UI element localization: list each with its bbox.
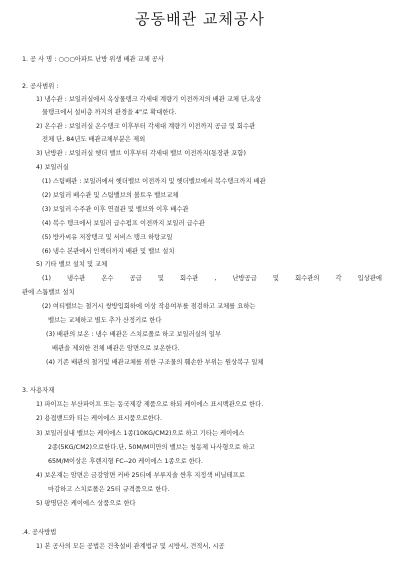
scope-cold-water-line-cont: 물탱크에서 설비층 까지의 관경을 4"로 확대한다. [42,109,177,116]
boiler-item-2: (2) 보일러 배수관 및 스팀밸브의 볼트우 밸브교체 [42,192,179,199]
material-item-4: 4) 보온재는 암면은 금강암면 커바 25티에 부루지솔 싼후 지정색 비닐테프로 [36,472,245,479]
section-3-heading: 3. 사용자재 [22,387,55,394]
scope-heating-line: 3) 난방관 : 보일러실 헷더 밸브 이후부터 각세대 밸브 이전까지(통장관 포함) [36,150,246,157]
material-item-1: 1) 파이프는 부산파이프 또는 동국제강 제품으로 하되 케이에스 표시백관으로 한다. [36,401,264,408]
document-title: 공동배관 교체공사 [135,10,265,28]
valve-item-2: (2) 여티밸브는 철거시 쌍방입회하에 이상 작용여부를 점검하고 교체를 요하는 [42,303,256,310]
valve-item-3: (3) 배관의 보온 : 냉수 배관은 스치로폴로 하고 보일러실의 일부 [46,331,222,338]
scope-hot-water-line: 2) 온수관 : 보일러실 온수탱크 이후부터 각세대 계량기 이전까지 공급 및 회수관 [36,123,256,130]
valve-item-1: (1) 냉수관 온수 공급 및 회수관 , 난방공급 및 회수관의 각 입상관에 [42,275,382,282]
boiler-item-3: (3) 보일러 수주관 이후 연결관 및 밸브와 이후 배수관 [42,206,189,213]
project-name-line: 1. 공 사 명 : ○○○아파트 난방 위생 배관 교체 공사 [22,56,164,63]
valve-heading: 5) 기타 밸브 설치 및 교체 [36,261,108,268]
material-item-5: 5) 팡명단은 케이에스 상품으로 한다 [36,500,136,507]
valve-item-2-cont: 밸브는 교체하고 별도 추가 산정키로 한다 [48,317,162,324]
material-item-3: 3) 보일러실내 밸브는 케이에스 1종(10KG/CM2)으로 하고 기타는 케이에스 [36,430,245,437]
material-item-4-cont: 마감하고 스치로폴은 25티 규격품으로 한다. [48,486,170,493]
valve-item-3-cont: 배관을 제외한 전체 배관은 암면으로 보온한다. [52,345,180,352]
material-item-3-cont-b: 65M/M이상은 후렌지형 FC--20 케이에스 1종으로 한다. [48,458,203,465]
valve-item-1-cont: 관에 스톱밸브 설치 [22,289,75,296]
scope-cold-water-line: 1) 냉수관 : 보일러실에서 옥상물탱크 각세대 계량기 이전까지의 배관 교체 단,옥상 [36,96,262,103]
material-item-2: 2) 용접밴드와 티는 케이에스 표시품으로한다. [36,415,162,422]
boiler-item-5: (5) 방카씨유 저장탱크 및 서비스 탱크 하탕코일 [42,234,173,241]
valve-item-4: (4) 기존 배관의 철거및 배관교체를 위한 구조물의 훼손한 부위는 원상복구 일체 [46,359,264,366]
material-item-3-cont-a: 2종(5KG/CM2)으로한다.단, 50M/M미만의 밸브는 청동제 나사형으로 하고 [48,444,255,451]
section-4-heading: .4. 공사방법 [22,529,57,536]
boiler-item-4: (4) 복수 탱크에서 보일러 급수펌프 이전까지 보일러 급수관 [42,220,205,227]
section-2-heading: 2. 공사범위 : [22,83,59,90]
boiler-room-heading: 4) 보일러실 [36,164,69,171]
method-item-1: 1) 본 공사의 모든 공법은 건축설비 관계법규 및 시방서, 견적서, 시공 [36,543,225,550]
boiler-item-6: (6) 냉수 본관에서 인젝터까지 배관 및 밸브 설치 [42,248,175,255]
scope-hot-water-line-cont: 전체 단, 84년도 배관교체부분은 제외 [42,136,146,143]
boiler-item-1: (1) 스팀배관 : 보일러에서 헷더밸브 이전까지 및 헷더밸브에서 복수탱크까지 배관 [42,178,266,185]
